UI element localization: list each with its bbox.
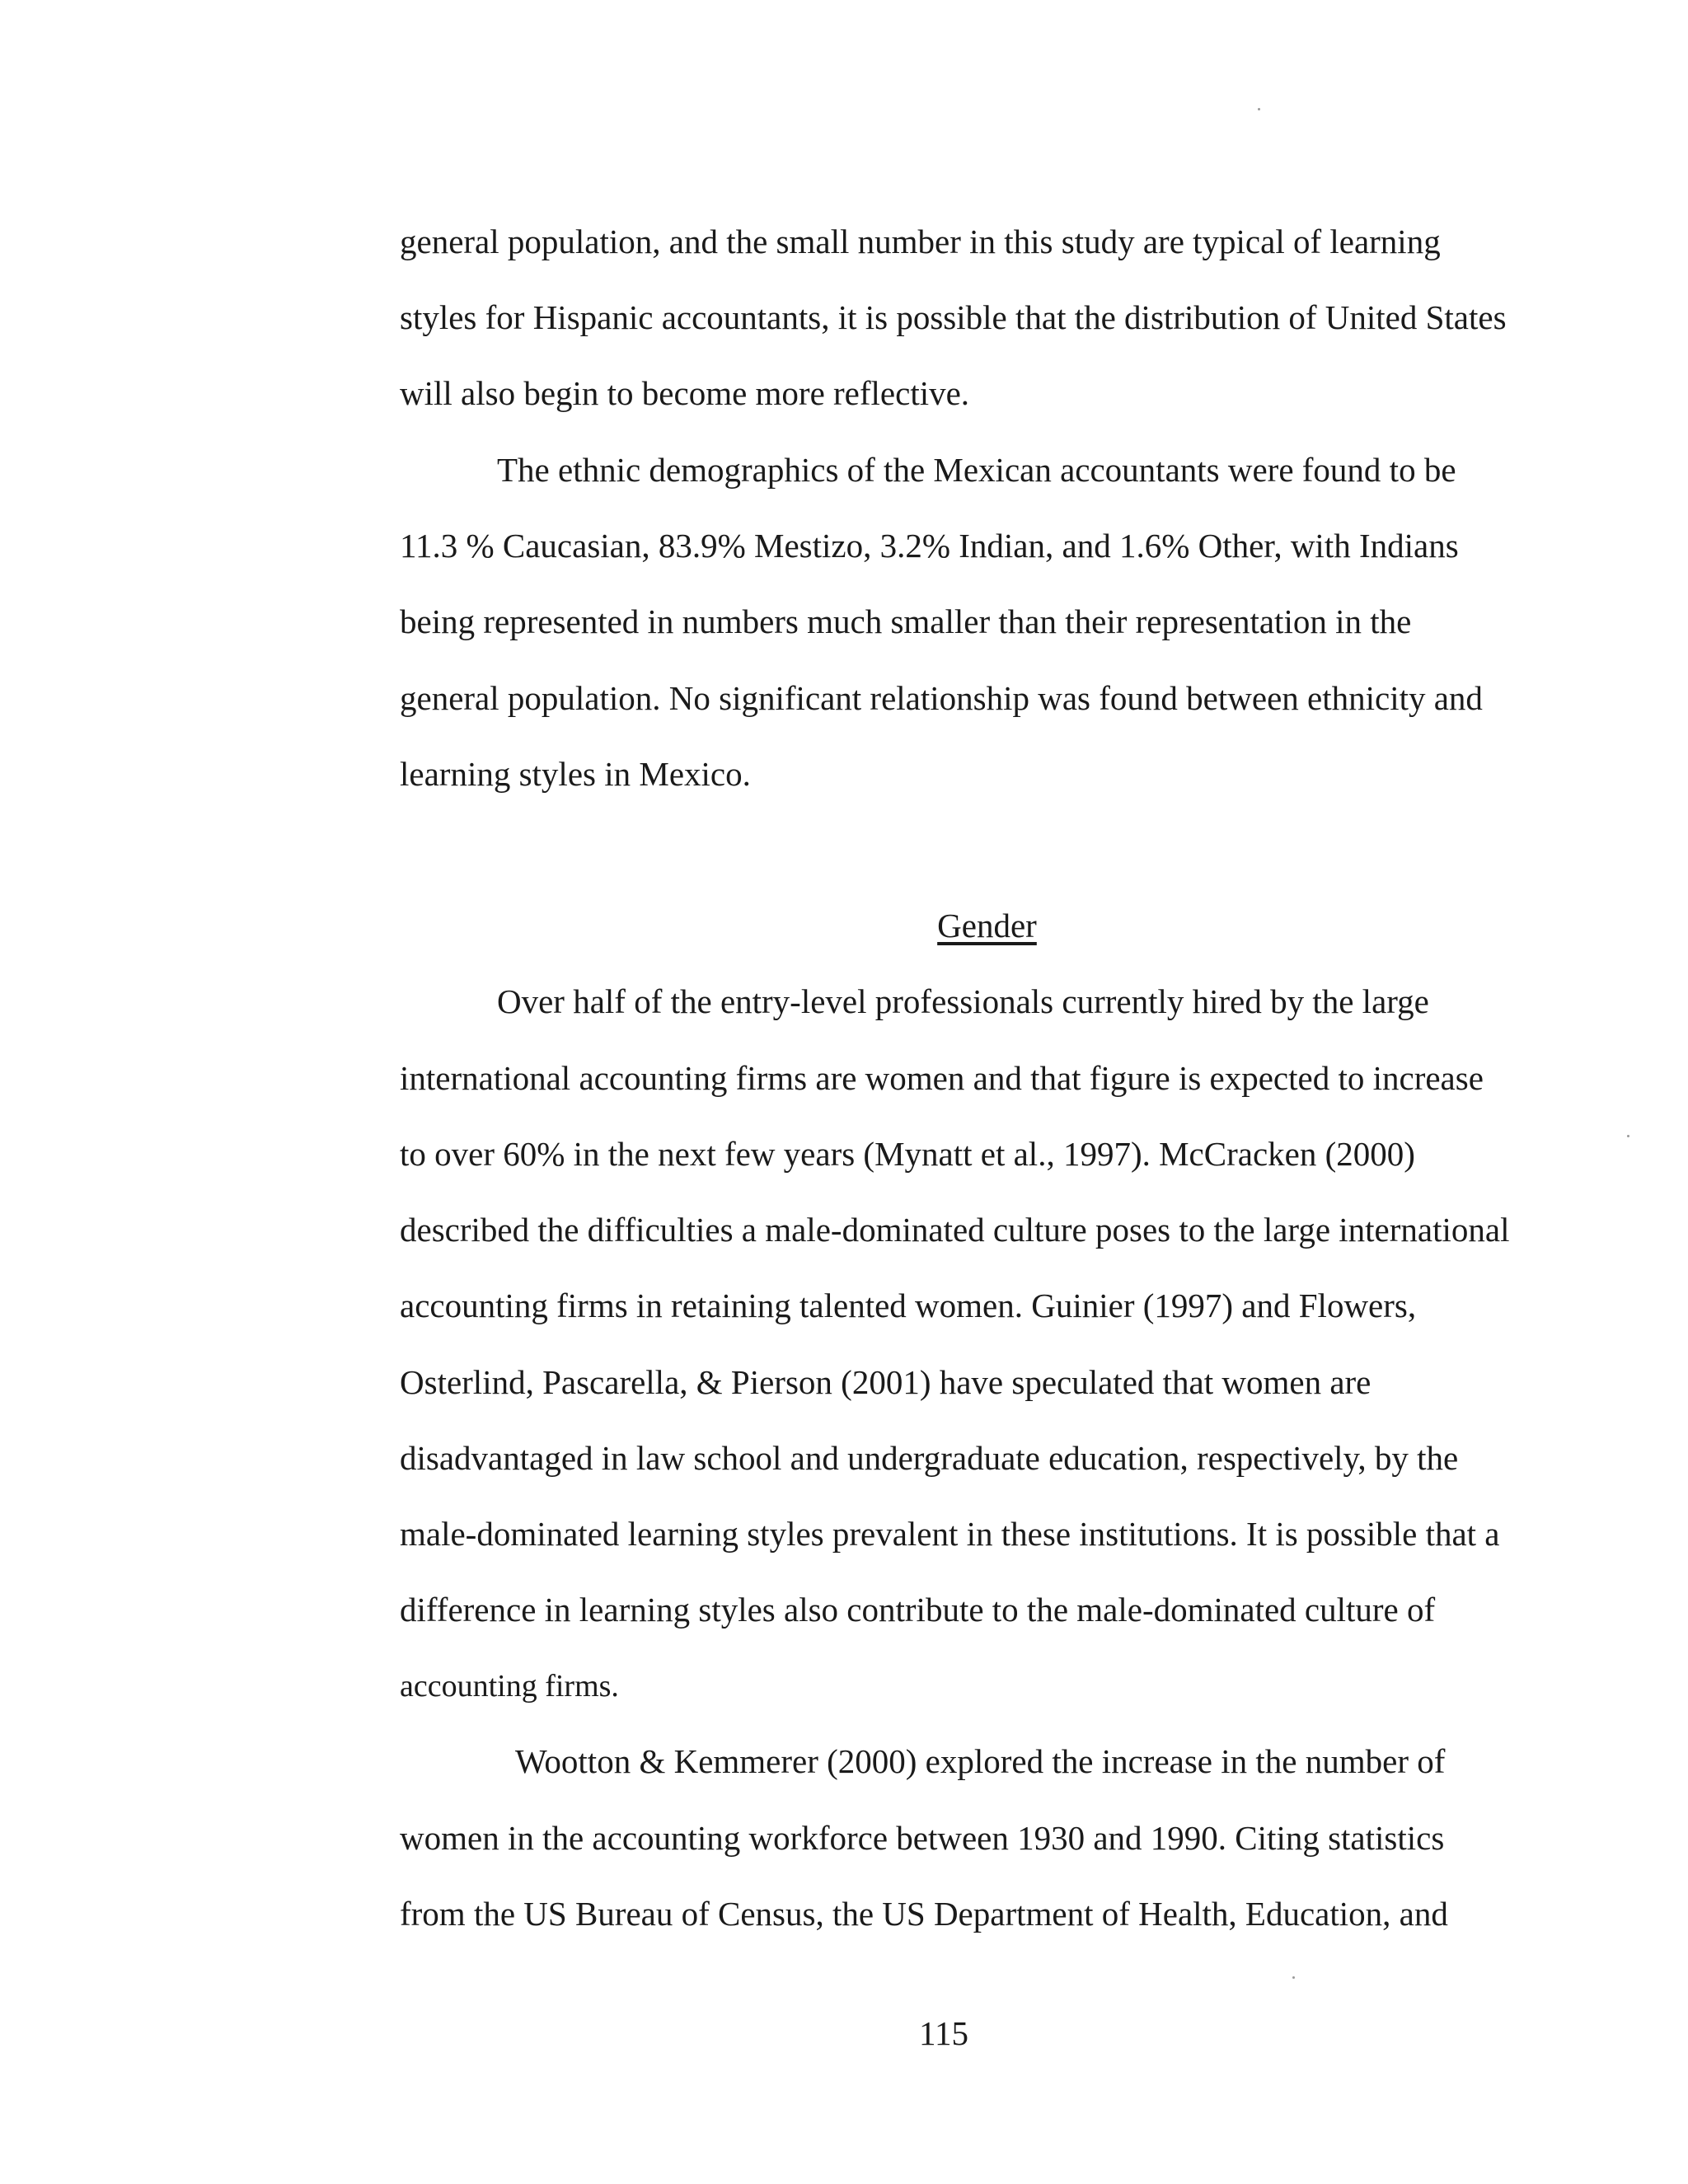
text-line: 11.3 % Caucasian, 83.9% Mestizo, 3.2% Indian, and 1.6% Other, with Indians	[400, 527, 1459, 565]
text-line: will also begin to become more reflective.	[400, 374, 970, 412]
text-line: difference in learning styles also contribute to the male-dominated culture of	[400, 1591, 1436, 1629]
section-heading: Gender	[937, 907, 1037, 944]
text-line: male-dominated learning styles prevalent in these institutions. It is possible that a	[400, 1515, 1500, 1553]
scan-speck	[1627, 1135, 1629, 1137]
text-line: general population, and the small number in this study are typical of learning	[400, 223, 1441, 260]
scan-speck	[1292, 1976, 1295, 1979]
text-line: Wootton & Kemmerer (2000) explored the increase in the number of	[515, 1742, 1446, 1780]
scan-speck	[1258, 108, 1260, 110]
text-line: accounting firms in retaining talented women. Guinier (1997) and Flowers,	[400, 1286, 1417, 1324]
page-number: 115	[919, 2014, 968, 2052]
text-line: from the US Bureau of Census, the US Department of Health, Education, and	[400, 1895, 1448, 1933]
text-line: international accounting firms are women and that figure is expected to increase	[400, 1059, 1484, 1097]
text-line: disadvantaged in law school and undergraduate education, respectively, by the	[400, 1439, 1459, 1477]
text-line: to over 60% in the next few years (Mynatt et al., 1997). McCracken (2000)	[400, 1135, 1415, 1173]
text-line: general population. No significant relationship was found between ethnicity and	[400, 679, 1483, 717]
text-line: learning styles in Mexico.	[400, 755, 751, 793]
text-line: described the difficulties a male-dominated culture poses to the large international	[400, 1211, 1510, 1249]
text-line: being represented in numbers much smaller than their representation in the	[400, 602, 1412, 640]
text-line: styles for Hispanic accountants, it is possible that the distribution of United States	[400, 298, 1507, 336]
text-line: Osterlind, Pascarella, & Pierson (2001) have speculated that women are	[400, 1363, 1372, 1401]
text-line: women in the accounting workforce between 1930 and 1990. Citing statistics	[400, 1819, 1445, 1857]
text-line: The ethnic demographics of the Mexican accountants were found to be	[497, 451, 1456, 489]
text-line: Over half of the entry-level professionals currently hired by the large	[497, 982, 1429, 1020]
text-line: accounting firms.	[400, 1669, 619, 1704]
